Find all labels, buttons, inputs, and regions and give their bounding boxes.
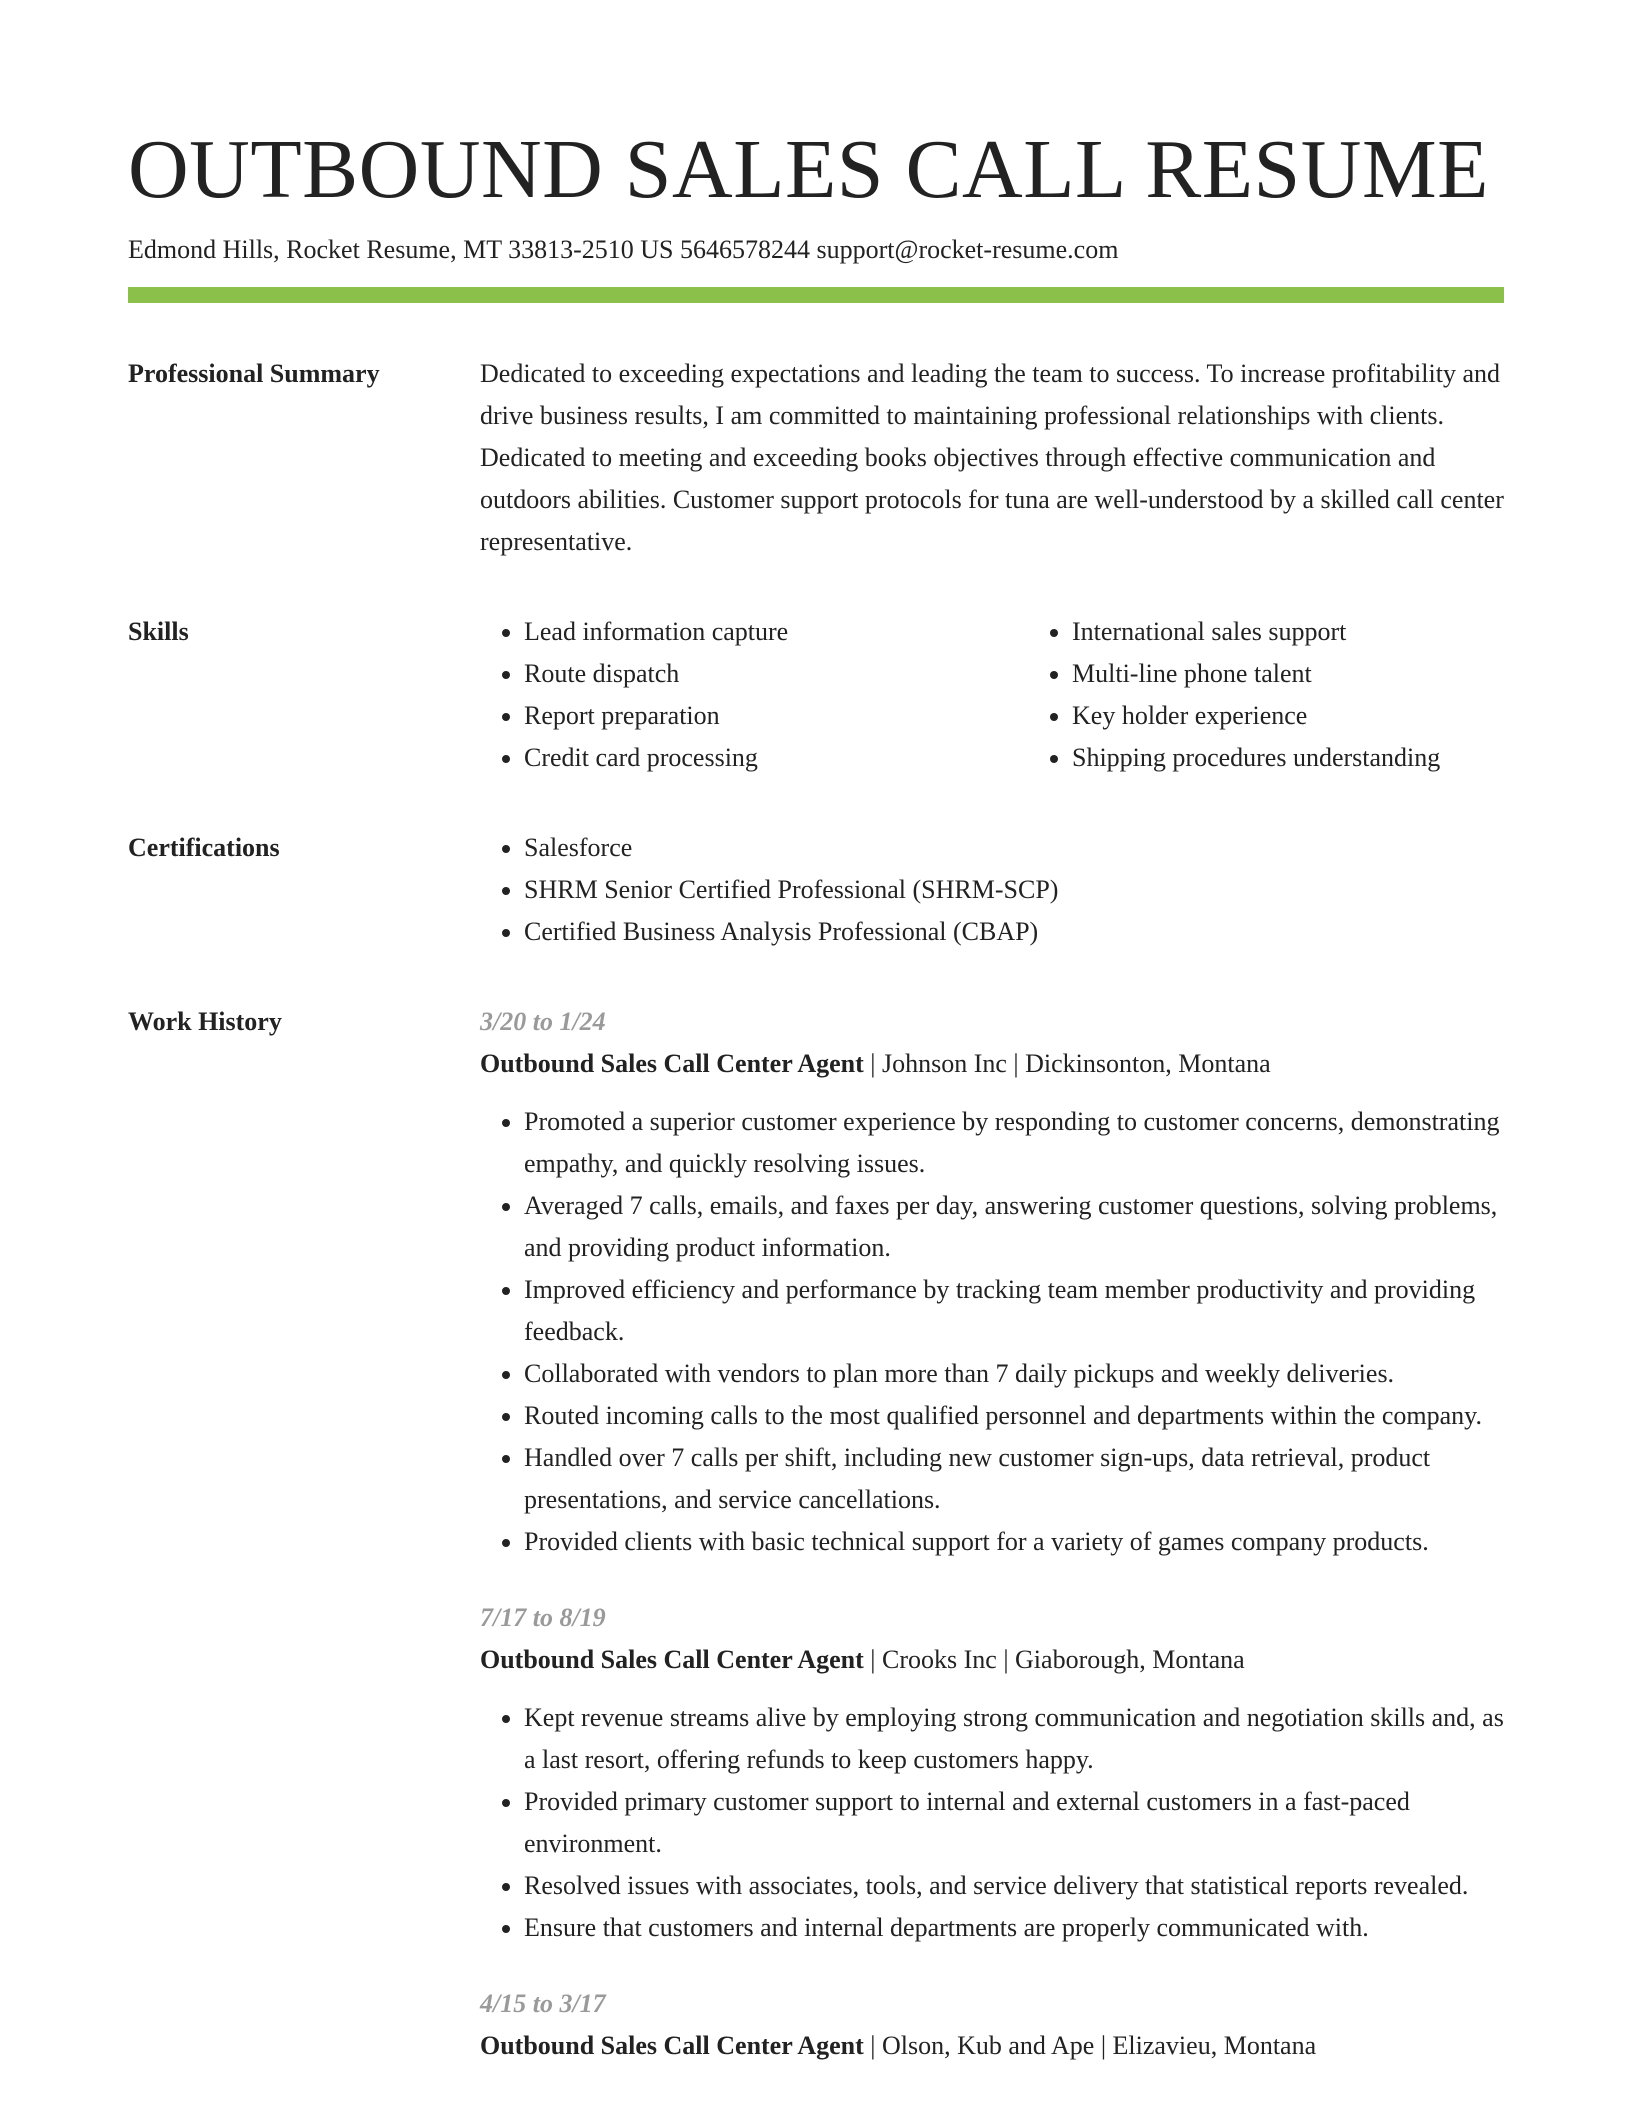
job-heading [480, 1639, 1504, 1681]
skill-item: • Key holder experience [1072, 695, 1576, 737]
skill-item: • Report preparation [524, 695, 1028, 737]
job-dates: 4/15 to 3/17 [480, 1989, 606, 2018]
job-bullet: • Averaged 7 calls, emails, and faxes per day, answering customer questions, solving problems, and providing product information. [524, 1185, 1504, 1269]
job-bullets [480, 1101, 1504, 1563]
job-bullet: • Routed incoming calls to the most qualified personnel and departments within the company. [524, 1395, 1504, 1437]
certification-item: • Certified Business Analysis Professional (CBAP) [524, 911, 1504, 953]
skill-item: • Multi-line phone talent [1072, 653, 1576, 695]
job-details: | Olson, Kub and Ape | Elizavieu, Montana [863, 2031, 1317, 2060]
job-bullet: • Collaborated with vendors to plan more than 7 daily pickups and weekly deliveries. [524, 1353, 1504, 1395]
work-history-body [480, 1001, 1504, 2067]
job-bullet: • Promoted a superior customer experience by responding to customer concerns, demonstrating empathy, and quickly resolving issues. [524, 1101, 1504, 1185]
job-entry [480, 1597, 1504, 1949]
summary-section [128, 353, 1504, 563]
work-history-section [128, 1001, 1504, 2067]
contact-info: Edmond Hills, Rocket Resume, MT 33813-2510 US 5646578244 support@rocket-resume.com [128, 235, 1119, 264]
job-title: Outbound Sales Call Center Agent [480, 2031, 864, 2060]
job-entry [480, 1001, 1504, 1563]
job-bullet: • Improved efficiency and performance by tracking team member productivity and providing feedback. [524, 1269, 1504, 1353]
certifications-list [480, 827, 1504, 953]
skills-label: Skills [128, 617, 189, 646]
job-bullet: • Provided clients with basic technical support for a variety of games company products. [524, 1521, 1504, 1563]
summary-label: Professional Summary [128, 359, 380, 388]
certifications-section [128, 827, 1504, 953]
header-divider [128, 287, 1504, 303]
skills-list-right [1028, 611, 1576, 779]
summary-text: Dedicated to exceeding expectations and leading the team to success. To increase profitability and drive business results, I am committed to maintaining professional relationships with clients. Dedicated to meeting and exceeding books objectives through effective communication and outdoors abilities. Customer support protocols for tuna are well-understood by a skilled call center representative. [480, 359, 1504, 556]
skill-item: • International sales support [1072, 611, 1576, 653]
skill-item: • Shipping procedures understanding [1072, 737, 1576, 779]
job-bullets [480, 1697, 1504, 1949]
skill-item: • Lead information capture [524, 611, 1028, 653]
job-entry [480, 1983, 1504, 2067]
job-bullet: • Handled over 7 calls per shift, including new customer sign-ups, data retrieval, product presentations, and service cancellations. [524, 1437, 1504, 1521]
certification-item: • SHRM Senior Certified Professional (SHRM-SCP) [524, 869, 1504, 911]
job-dates: 3/20 to 1/24 [480, 1007, 606, 1036]
skill-item: • Credit card processing [524, 737, 1028, 779]
certification-item: • Salesforce [524, 827, 1504, 869]
job-bullet: • Kept revenue streams alive by employing strong communication and negotiation skills and, as a last resort, offering refunds to keep customers happy. [524, 1697, 1504, 1781]
certifications-label: Certifications [128, 833, 280, 862]
skill-item: • Route dispatch [524, 653, 1028, 695]
job-heading [480, 2025, 1504, 2067]
skills-list-left [480, 611, 1028, 779]
job-title: Outbound Sales Call Center Agent [480, 1645, 864, 1674]
job-bullet: • Provided primary customer support to internal and external customers in a fast-paced environment. [524, 1781, 1504, 1865]
skills-section [128, 611, 1504, 779]
job-details: | Crooks Inc | Giaborough, Montana [863, 1645, 1245, 1674]
resume-title: OUTBOUND SALES CALL RESUME [128, 123, 1489, 216]
job-heading [480, 1043, 1504, 1085]
job-bullet: • Resolved issues with associates, tools, and service delivery that statistical reports revealed. [524, 1865, 1504, 1907]
resume-page [128, 120, 1504, 2067]
job-dates: 7/17 to 8/19 [480, 1603, 606, 1632]
work-history-label: Work History [128, 1007, 282, 1036]
job-title: Outbound Sales Call Center Agent [480, 1049, 864, 1078]
job-bullet: • Ensure that customers and internal departments are properly communicated with. [524, 1907, 1504, 1949]
job-details: | Johnson Inc | Dickinsonton, Montana [863, 1049, 1271, 1078]
